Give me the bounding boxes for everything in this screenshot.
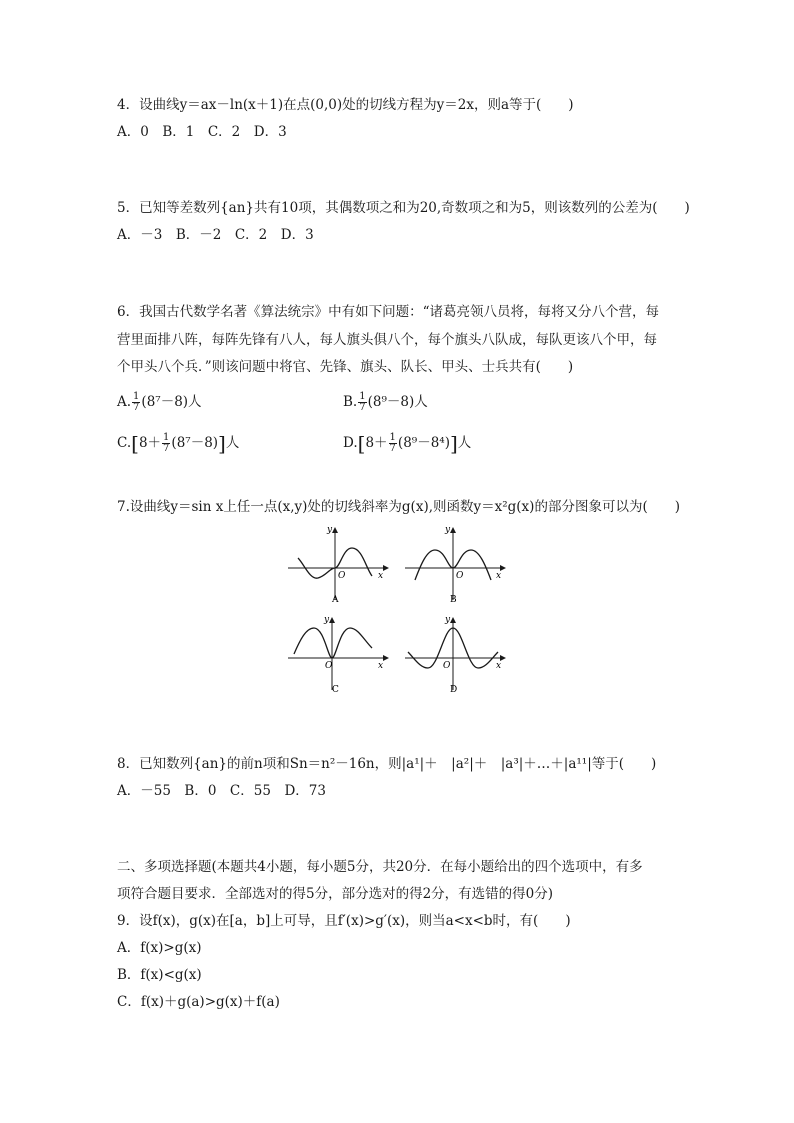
y-axis-label: y [324, 615, 330, 625]
origin-label: O [338, 571, 346, 581]
graph-a [288, 525, 388, 605]
option-text: (8⁹－8⁴) [397, 435, 450, 451]
section2-line1: 二、多项选择题(本题共4小题，每小题5分，共20分．在每小题给出的四个选项中，有多 [117, 859, 643, 875]
fraction: $\frac{1}{7}$ [133, 391, 140, 413]
q6-option-c [117, 433, 239, 454]
y-axis-label: y [327, 525, 333, 535]
q4-options: A．0 B．1 C．2 D．3 [117, 124, 287, 140]
q9-stem: 9．设f(x)，g(x)在[a，b]上可导，且f′(x)>g′(x)，则当a<x<b时，有( ) [117, 913, 571, 929]
q9-option-b: B．f(x)<g(x) [117, 967, 202, 983]
q6-option-a [117, 392, 202, 413]
x-axis-label: x [496, 661, 502, 671]
q6-line3: 个甲头八个兵．”则该问题中将官、先锋、旗头、队长、甲头、士兵共有( ) [117, 359, 574, 375]
option-unit: 人 [457, 435, 472, 451]
option-letter: A. [117, 394, 132, 410]
q8-options: A．－55 B．0 C．55 D．73 [117, 783, 326, 799]
graph-label: C [332, 685, 339, 695]
option-letter: B. [343, 394, 358, 410]
q6-option-b [343, 392, 428, 413]
fraction: $\frac{1}{7}$ [389, 432, 396, 454]
q4-stem: 4．设曲线y＝ax－ln(x＋1)在点(0,0)处的切线方程为y＝2x，则a等于( ) [117, 97, 574, 113]
x-axis-label: x [378, 571, 384, 581]
y-axis-label: y [445, 525, 451, 535]
q8-stem: 8．已知数列{an}的前n项和Sn＝n²－16n，则|a¹|＋ |a²|＋ |a³|＋…＋|a¹¹|等于( ) [117, 756, 657, 772]
option-letter: D. [343, 435, 358, 451]
x-axis-label: x [378, 661, 384, 671]
fraction: $\frac{1}{7}$ [163, 432, 170, 454]
option-letter: C. [117, 435, 132, 451]
y-axis-label: y [445, 615, 451, 625]
option-unit: 人 [225, 435, 240, 451]
q7-stem: 7.设曲线y＝sin x上任一点(x,y)处的切线斜率为g(x),则函数y＝x²g(x)的部分图象可以为( ) [117, 499, 680, 515]
graph-label: D [450, 685, 458, 695]
right-bracket: ] [449, 431, 458, 456]
q6-line2: 营里面排八阵，每阵先锋有八人，每人旗头俱八个，每个旗头八队成，每队更该八个甲，每 [117, 332, 657, 348]
q7-graphs [280, 520, 520, 705]
q9-option-a: A．f(x)>g(x) [117, 940, 202, 956]
right-bracket: ] [218, 431, 226, 456]
option-text: (8⁷－8) [171, 435, 219, 451]
graph-b [405, 525, 505, 605]
q6-option-d [343, 433, 471, 454]
graph-label: B [450, 595, 457, 605]
option-text: (8⁹－8)人 [367, 394, 428, 410]
option-text: (8⁷－8)人 [141, 394, 202, 410]
graph-d [405, 615, 505, 695]
origin-label: O [443, 661, 451, 671]
q5-stem: 5．已知等差数列{an}共有10项，其偶数项之和为20,奇数项之和为5，则该数列的公差为( ) [117, 200, 690, 216]
left-bracket: [ [357, 431, 366, 456]
origin-label: O [325, 661, 333, 671]
option-text: 8＋ [365, 435, 388, 451]
option-text: 8＋ [138, 435, 162, 451]
origin-label: O [456, 571, 464, 581]
x-axis-label: x [496, 571, 502, 581]
q5-options: A．－3 B．－2 C．2 D．3 [117, 227, 314, 243]
q9-option-c: C．f(x)＋g(a)>g(x)＋f(a) [117, 994, 280, 1010]
graph-label: A [332, 595, 339, 605]
q6-line1: 6．我国古代数学名著《算法统宗》中有如下问题：“诸葛亮领八员将，每将又分八个营，每 [117, 304, 659, 320]
fraction: $\frac{1}{7}$ [359, 391, 366, 413]
left-bracket: [ [131, 431, 139, 456]
section2-line2: 项符合题目要求．全部选对的得5分，部分选对的得2分，有选错的得0分) [117, 886, 554, 902]
graph-c [288, 615, 388, 695]
curve [294, 628, 372, 658]
